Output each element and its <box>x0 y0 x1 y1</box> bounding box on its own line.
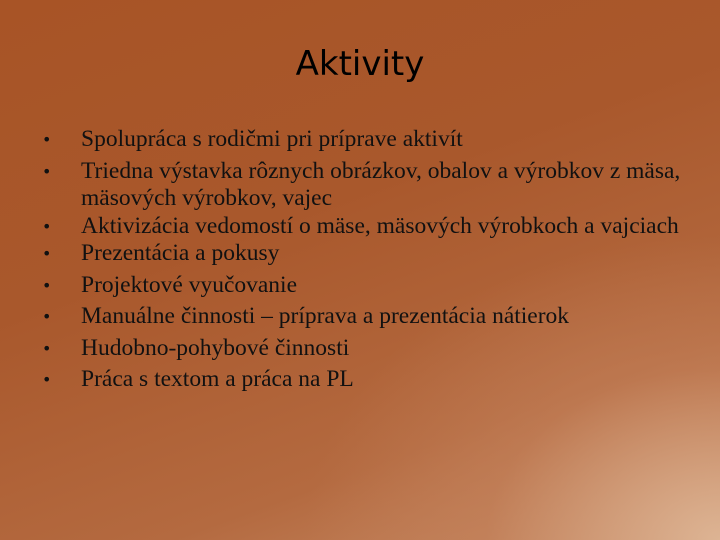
bullet-item <box>42 213 682 241</box>
bullet-icon: • <box>42 338 52 358</box>
bullet-item <box>42 158 682 213</box>
bullet-icon: • <box>42 370 52 389</box>
bullet-text: Manuálne činnosti – príprava a prezentácia nátierok <box>81 303 570 329</box>
bullet-icon: • <box>42 130 52 149</box>
bullet-text: Triedna výstavka rôznych obrázkov, obalov a výrobkov z mäsa, mäsových výrobkov, vajec <box>81 157 681 211</box>
bullet-item <box>42 335 682 363</box>
bullet-item <box>42 240 682 268</box>
bullet-item <box>42 272 682 300</box>
bullet-icon: • <box>42 307 52 326</box>
bullet-text: Spolupráca s rodičmi pri príprave aktivít <box>81 126 463 152</box>
bullet-icon: • <box>42 244 52 263</box>
bullet-text: Aktivizácia vedomostí o mäse, mäsových výrobkoch a vajciach <box>81 212 679 239</box>
bullet-icon: • <box>42 275 52 295</box>
bullet-item <box>42 303 682 331</box>
bullet-icon: • <box>42 216 52 236</box>
bullet-item <box>42 126 682 154</box>
slide-title: Aktivity <box>295 44 425 84</box>
bullet-text: Práca s textom a práca na PL <box>81 366 354 392</box>
bullet-text: Projektové vyučovanie <box>81 271 298 298</box>
bullet-list <box>42 126 682 398</box>
bullet-item <box>42 366 682 394</box>
bullet-text: Hudobno-pohybové činnosti <box>81 334 350 361</box>
bullet-icon: • <box>42 161 52 181</box>
bullet-text: Prezentácia a pokusy <box>81 240 280 266</box>
